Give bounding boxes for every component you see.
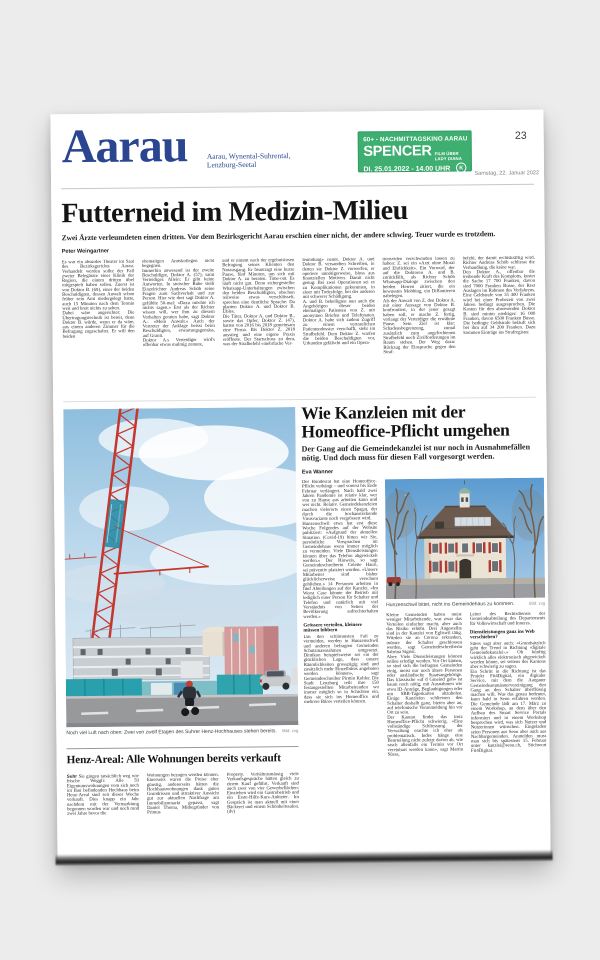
homeoffice-headline [301,402,543,441]
lead-column-5: tionsvideo verschwinden lassen zu haben: Z. sei ein «Arzt ohne Moral und Ehrlichkeit». Ein Vorwurf, der auf die Doktoren A. und B. zurückfällt, als Richter Schöb Whatsapp-Dialoge zwischen den beiden Herren zitiert, die ein bewusstes Mobbing, ein Diffamieren nahelegen. Als der Anwalt von Z. den Doktor A. mit einer Aussage von Doktor B. konfrontiert, in der jener gesagt haben soll, er mache Z. fertig, verlangt der Verteidiger die erwähnte Pause. Sein Ziel ist klar: Schadensbegrenzung, zumal zusätzlich zum angefochtenen Strafbefehl noch Zivilforderungen im Raum stehen. Der Weg dazu: Rückzug der Einsprache gegen den Straf- [382,256,456,355]
lead-columns [62,256,536,397]
henz-columns [67,772,300,852]
construction-site-photo [63,407,298,727]
homeoffice-col1-part1: Der Bundesrat hat eine Homeoffice-Pflicht verhängt – und vorerst bis Ende Februar verlängert. Nach bald zwei Jahren Pandemie ist relativ klar, wer von zu Hause aus arbeiten kann und wer nicht. Relativ. Gemeindekanzleien machen vielerorts einen Spagat, der durch die hochansteckende Virusvariante noch vergrössert wird. Hunzenschwil etwa hat erst diese Woche Folgendes auf der Website publiziert: «Aufgrund der aktuellen Situation (Covid-19) bitten wir Sie, persönliche Vorsprachen im Gemeindehaus wenn immer möglich zu vermeiden. Viele Dienstleistungen können über das Telefon abgewickelt werden.» Der Hinweis, so sagt Gemeindeschreiberin Colette Hauri, sei präventiv platziert worden. «Unsere Mitarbeiter sind bisher glücklicherweise verschont geblieben.» 14 Personen arbeiten in fünf Abteilungen auf der Kanzlei. «Im Worst Case könnte der Betrieb mit lediglich einer Person für Schalter und Telefon und natürlich mit viel Verständnis von Seiten der Bevölkerung aufrechterhalten werden.» [301,479,379,620]
lead-column-4: leumdung» nennt. Doktor A. und Doktor B. versandten Schreiben, in denen sie Doktor Z. vorwerfen, er operiere unnötigerweise, bloss aus finanziellen Motiven. Damit nicht genug: Bei zwei Operationen sei es zu Komplikationen gekommen, in einer mit Todesfolge, bei der anderen mit schwerer Schädigung. A. und B. behelligten nun auch die Angehörigen dieser beiden ehemaligen Patienten von Z. mit anonymen Briefen und Telefonaten. Doktor A. habe sich zudem Zugriff zu einem vertraulichen Patientendossier verschafft, steht im Strafbefehl. Dem Doktor Z. warfen die beiden Beschuldigten vor, Urkunden gefälscht und ein Opera- [302,257,376,347]
homeoffice-col3-part2: Süess sagt aber auch: «Grundsätzlich geht der Trend in Richtung ‹digitale Gemeindekanzlei›.» Ob künftig wirklich alles elektronisch abgewickelt werden könne, sei seitens des Kantons aber schwierig zu sagen. Ein Schritt in die Richtung ist das Projekt Fit4Digital, ein digitaler Service, mit dem die Aargauer Gemeindeammännervereinigung den Gang an den Schalter überflüssig machen will. Was das genau bedeutet, kann bald in Seon erfahren werden. Die Gemeinde lädt am 17. März zu einem Workshop, an dem über den Aufbau des Smart Service Portals informiert und in einem Workshop besprochen wird, was sich Nutzer und Nutzerinnen wünschen. Eingeladen seien Personen aus Seon aber auch aus Nachbargemeinden. Anmelden muss man sich bis spätestens 15. Februar unter kanzlei@seon.ch, Stichwort Fit4Digital. [470,641,547,754]
balcony [456,554,474,556]
page-number: 23 [514,129,527,142]
ad-top-line: 60+ - NACHMITTAGSKINO AARAU [363,134,468,143]
lead-column-1: Es war ein absurdes Theater im Saal des Bezirksgerichts Aarau. Verhandelt werden sollte der Fall zweier Belegärzte einer Klinik der Region, die einem dritten übel mitgespielt haben sollen. Zuerst ist von Doktor B. (69), einer der beiden Beschuldigten, dessen Anwalt schon früher sein Amt niedergelegt hatte, auch 15 Minuten nach dem Termin weit und breit nichts zu sehen. Dabei wäre angerichtet: Die Übertragungstechnik ist bereit, denn Doktor B. würde, wenn er da wäre, aus einem anderen Zimmer für die Befragung zugeschaltet. Er will den beiden [61,259,135,340]
construction-photo-captions [66,728,298,736]
townhall-credit: Bild: zvg [529,600,546,606]
homeoffice-col3-part1: Leiter des Rechtsdiensts der Gemeindeabteilung des Departements für Volkswirtschaft und Inneres. [469,611,546,627]
lead-headline: Futterneid im Medizin-Milieu [61,194,409,229]
homeoffice-standfirst: Der Gang auf die Gemeindekanzlei ist nur noch in Ausnahmefällen nötig. Und doch muss für diesen Fall vorgesorgt werden. [301,442,531,463]
masthead-region-line2: Lenzburg-Seetal [206,160,257,170]
homeoffice-byline: Eva Wanner [301,468,334,475]
lead-standfirst: Zwei Ärzte verleumdeten einen dritten. Vor dem Bezirksgericht Aarau erschien einer nicht, der andere schwieg. Teuer wurde es trotzdem. [61,230,496,243]
homeoffice-column-1 [302,479,380,844]
lead-column-6: befehl, der damit rechtskräftig wird. Richter Andreas Schöb schliesst die Verhandlung, die keine war. Den Doktor A., offenbar die treibende Kraft des Komplotts, kostet die Sache 17 700 Franken, davon sind 7000 Franken Busse, der Rest Auslagen im Rahmen des Verfahrens. Eine Geldstrafe von 35 400 Franken wird bei einer Probezeit von zwei Jahren bedingt ausgesprochen. Die Kosten für den abwesenden Doktor B. sind minim niedriger: 16 000 Franken, davon 6500 Franken Busse. Die bedingte Geldstrafe beläuft sich bei ihm auf 34 200 Franken. Dazu kommen Einträge ins Strafregister. [462,255,536,336]
homeoffice-headline-line1: Wie Kanzleien mit der [301,401,466,423]
newspaper-page [50,110,550,863]
henz-location: Suhr [66,773,78,779]
henz-headline: Henz-Areal: Alle Wohnungen bereits verkauft [66,751,281,766]
ground [386,578,545,600]
henz-column-2: Wohnungen bezogen werden können. Einerseits waren die Preise eher günstig, andererseits hätten die Hochhauswohnungen dank guten Grundrissen und attraktiver Aussicht gut zur aktuellen Nachfrage am Immobilienmarkt gepasst, sagt Daniel Thoma, Mitbegründer von Primus [146,772,220,816]
issue-date: Samstag, 22. Januar 2022 [474,169,540,177]
lead-byline: Peter Weingartner [61,247,110,255]
white-van [292,668,298,685]
townhall-photo [385,478,545,600]
header-rule [61,184,534,190]
lead-column-2: ehemaligen Amtskollegen nicht begegnen. Immerhin anwesend ist der zweite Beschuldigte, Doktor A. (57), samt Verteidiger. Allein: Er gibt keine Antworten. In stoischer Ruhe stellt Einzelrichter Andreas Schöb seine Fragen zum Sachverhalt und zur Person. Hier wie dort sagt Doktor A. gefühlte 50-mal: «Dazu möchte ich nichts sagen.» Erst als der Richter wissen will, wer ihm zu diesem Verhalten geraten habe, sagt Doktor A.: «Mein Anwalt.» Auch der Vertreter der Anklage beisst beim Beschuldigten, erwartungsgemäss, auf Granit. Doktor A.s Verteidiger wird's offenbar etwas mulmig zumute, [141,258,215,348]
homeoffice-columns-2-3 [386,612,547,844]
homeoffice-column-3 [470,612,548,843]
photo-caption: Noch viel Luft nach oben: Zwei von zwölf Etagen des Suhrer Henz-Hochhauses stehen bereits. [66,728,277,736]
kino-logo-icon: K [456,162,467,173]
ad-film-title: SPENCER [363,142,432,160]
homeoffice-column-2 [386,612,464,843]
entrance-door [459,559,471,579]
cinema-ad[interactable] [358,130,472,172]
homeoffice-col2-text: Kleine Gemeinden haben meist weniger Mitarbeitende, was zwar das Verteilen einfacher macht, aber auch das Risiko erhöht. Drei Angestellte sind in der Kanzlei von Egliswil tätig. Würden sie an Corona erkranken, müsste der Schalter geschlossen werden, sagt Gemeindeschreiberin Sabrina Sigrist. Aber: Viele Dienstleistungen können online erledigt werden. Vor Ort kämen, so sind sich die befragten Gemeinden einig, meist nur noch ältere Personen oder ausländische Staatsangehörige. Das klassische «uf d Gmeind goh» ist kaum noch nötig, mit Ausnahmen wie etwa ID-Anträge, Beglaubigungen oder um SBB-Tageskarten abzuholen. Einige Kanzleien schliessen den Schalter deshalb ganz, bieten aber an, auf telefonische Voranmeldung hin vor Ort zu sein. Der Kanton findet das trotz Homeoffice-Pflicht schwierig. «Eine vollständige Schliessung der Verwaltung erachte ich eher als problematisch. Indes hänge eine Beurteilung nicht zuletzt davon ab, wie rasch allenfalls ein Termin vor Ort vereinbart werden kann», sagt Martin Süess, [386,612,464,758]
homeoffice-col1-part2: Um den schlimmsten Fall zu vermeiden, werden in Hunzenschwil und anderen befragten Gemeinden Schutzmassnahmen umgesetzt. Dintikon beispielsweise sei «in der glücklichen Lage, dass unsere Räumlichkeiten grosszügig sind und zusätzlich mehr Einzelbüros angeboten werden können», sagt Gemeindeschreiber Pirmin Kohler. Die Stadt Lenzburg teilt ihre 150 festangestellten Mitarbeitenden wo immer möglich so in Schichten ein, dass sie sich ins Homeoffice und mehrere Büros verteilen können. [303,634,380,705]
henz-rule [67,746,299,749]
windows-row-1 [429,542,502,554]
masthead-region [207,152,291,170]
homeoffice-subhead-2: Dienstleistungen ganz ins Web verschieben? [469,628,535,640]
henz-column-3: Property. Verhältnismässig viele Verkaufsgespräche hätten gleich zu einem Kauf geführt. Verkauft sind auch zwei von vier Gewerbeflächen: Einziehen wird ein Gastrobetrieb und ein Erste-Hilfe-Kurs-Anbieter. Im Gespräch ist man aktuell mit einer Bäckerei und einem Schönheitssalon. (dv) [226,772,300,815]
townhall-photo-captions [386,601,545,608]
masthead-region-line1: Aarau, Wynental-Suhrental, [206,152,291,161]
henz-column-1-text: Sie gingen tatsächlich weg wie frische Weggli: Alle 59 Eigentumswohnungen vom sich noch im Bau befindenden Hochhaus beim Henz-Areal sind seit dieser Woche verkauft. Dies knapp ein Jahr nachdem mit der Vermarktung begonnen worden war und noch rund zwei Jahre bevor die [66,773,140,817]
masthead-title: Aarau [61,118,188,173]
henz-column-1 [67,774,140,853]
townhall-caption: Hunzenschwil bittet, nicht ins Gemeindehaus zu kommen. [386,600,515,608]
homeoffice-headline-line2: Homeoffice-Pflicht umgehen [301,419,510,442]
ad-showtime: DI. 25.01.2022 - 14.00 UHR [363,163,451,173]
homeoffice-subhead-1: Grössere verteilen, kleinere müssen bibbern [303,621,362,633]
lead-column-3: und er nimmt nach der ergebnislosen Befragung seines Klienten den Notausgang. Er beantragt eine kurze Pause, fünf Minuten, um sich mit Doktor A. zu beraten. Time-out. Es läuft nicht gut. Denn sichergestellte Whatsapp-Unterhaltungen zwischen den beiden Beschuldigten, obschon teilweise etwas verschlüsselt, sprechen eine deutliche Sprache: Da planten Doktor A. und Doktor B. Übles. Die Täter, Doktor A. und Doktor B., sowie das Opfer, Doktor Z. (47), hatten von 2016 bis 2018 gemeinsam eine Firma. Bis Doktor Z. 2018 ausstieg und eine eigene Praxis eröffnete. Der Startschuss zu dem, was der Strafbefehl «mehrfache Ver- [222,258,296,347]
photo-credit: Bild: zvg [282,728,299,734]
ad-film-subtitle: FILM ÜBER LADY DIANA [434,150,462,162]
